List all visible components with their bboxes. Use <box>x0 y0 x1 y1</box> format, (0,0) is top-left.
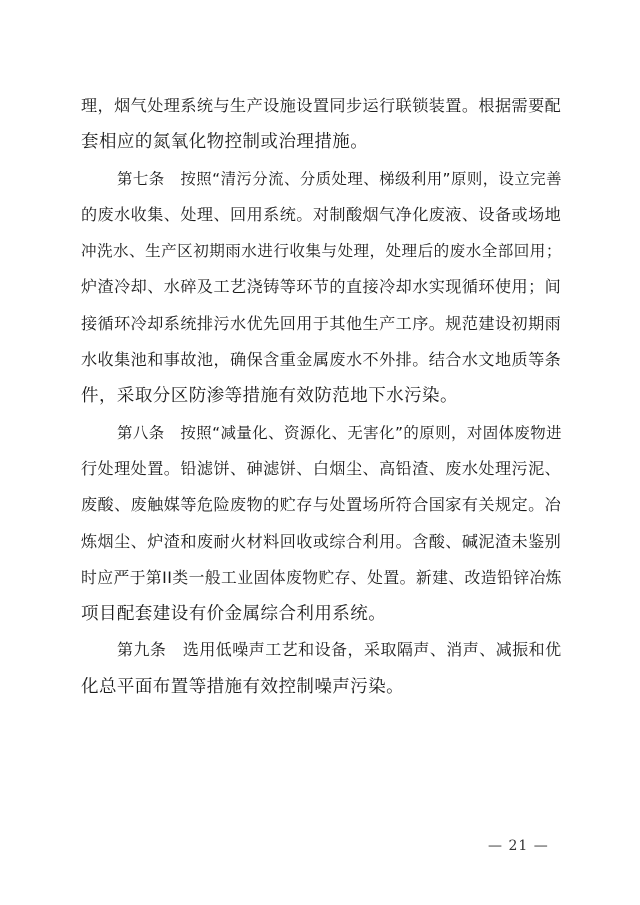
text-line: 理，烟气处理系统与生产设施设置同步运行联锁装置。根据需要配 <box>81 96 562 115</box>
text-line: 套相应的氮氧化物控制或治理措施。 <box>81 132 369 153</box>
text-line: 项目配套建设有价金属综合利用系统。 <box>81 604 387 625</box>
text-line: 炼烟尘、炉渣和废耐火材料回收或综合利用。含酸、碱泥渣未鉴别 <box>81 531 562 551</box>
text-line: 时应严于第II类一般工业固体废物贮存、处置。新建、改造铅锌冶炼 <box>81 567 562 587</box>
text-line: 第九条 选用低噪声工艺和设备，采取隔声、消声、减振和优 <box>117 640 562 660</box>
text-line: 第八条 按照“减量化、资源化、无害化”的原则，对固体废物进 <box>117 423 562 442</box>
text-line: 接循环冷却系统排污水优先回用于其他生产工序。规范建设初期雨 <box>81 313 562 333</box>
page-number: — 21 — <box>488 838 549 854</box>
text-line: 冲洗水、生产区初期雨水进行收集与处理，处理后的废水全部回用； <box>81 242 562 261</box>
text-line: 行处理处置。铅滤饼、砷滤饼、白烟尘、高铅渣、废水处理污泥、 <box>81 458 562 478</box>
text-line: 炉渣冷却、水碎及工艺浇铸等环节的直接冷却水实现循环使用；间 <box>81 277 562 297</box>
text-line: 件，采取分区防渗等措施有效防范地下水污染。 <box>81 386 458 407</box>
text-line: 废酸、废触媒等危险废物的贮存与处置场所符合国家有关规定。冶 <box>81 495 562 515</box>
text-line: 水收集池和事故池，确保含重金属废水不外排。结合水文地质等条 <box>81 350 562 370</box>
text-line: 化总平面布置等措施有效控制噪声污染。 <box>81 676 405 697</box>
text-line: 第七条 按照“清污分流、分质处理、梯级利用”原则，设立完善 <box>117 169 562 188</box>
text-line: 的废水收集、处理、回用系统。对制酸烟气净化废液、设备或场地 <box>81 204 562 224</box>
body-text <box>81 88 561 705</box>
